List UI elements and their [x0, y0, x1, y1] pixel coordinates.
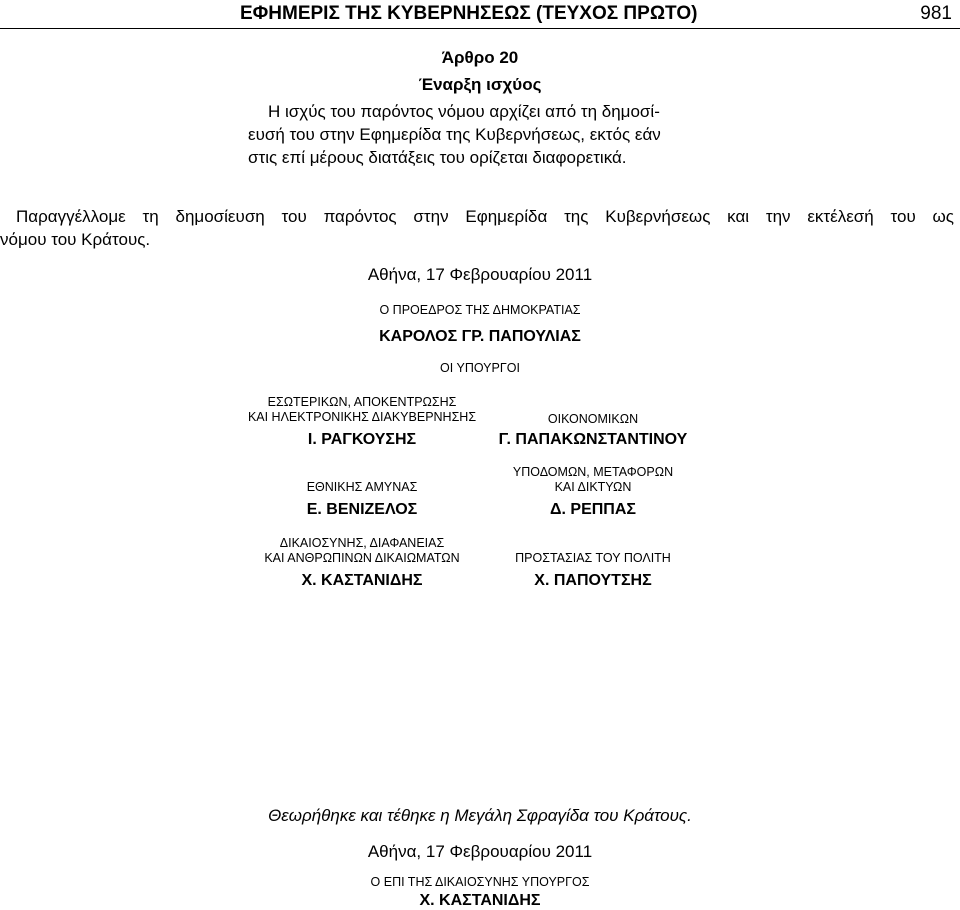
ministry-label: ΚΑΙ ΔΙΚΤΥΩΝ: [554, 480, 632, 494]
article-body-line: στις επί μέρους διατάξεις του ορίζεται διαφορετικά.: [248, 148, 627, 167]
ministry-label: ΕΣΩΤΕΡΙΚΩΝ, ΑΠΟΚΕΝΤΡΩΣΗΣ: [267, 395, 457, 409]
ministry-label: ΟΙΚΟΝΟΜΙΚΩΝ: [547, 412, 639, 426]
seal-signer-name: Χ. ΚΑΣΤΑΝΙΔΗΣ: [419, 892, 541, 909]
article-number: Άρθρο 20: [441, 48, 519, 67]
minister-name: Γ. ΠΑΠΑΚΩΝΣΤΑΝΤΙΝΟΥ: [498, 431, 688, 448]
ministry-label: ΥΠΟΔΟΜΩΝ, ΜΕΤΑΦΟΡΩΝ: [512, 465, 674, 479]
article-body-line: ευσή του στην Εφημερίδα της Κυβερνήσεως, εκτός εάν: [248, 125, 661, 144]
page-header: [0, 2, 960, 29]
article-title: Έναρξη ισχύος: [418, 75, 542, 94]
minister-name: Δ. ΡΕΠΠΑΣ: [550, 501, 636, 518]
minister-name: Ε. ΒΕΝΙΖΕΛΟΣ: [306, 501, 418, 518]
gazette-title: ΕΦΗΜΕΡΙΣ ΤΗΣ ΚΥΒΕΡΝΗΣΕΩΣ (ΤΕΥΧΟΣ ΠΡΩΤΟ): [240, 3, 698, 24]
promulgation-order-line: νόμου του Κράτους.: [0, 230, 151, 249]
president-name: ΚΑΡΟΛΟΣ ΓΡ. ΠΑΠΟΥΛΙΑΣ: [379, 328, 581, 345]
seal-place-date: Αθήνα, 17 Φεβρουαρίου 2011: [367, 842, 593, 861]
promulgation-order-line: Παραγγέλλομε τη δημοσίευση του παρόντος στην Εφημερίδα της Κυβερνήσεως και την εκτέλεσή του ως: [16, 207, 954, 226]
place-date: Αθήνα, 17 Φεβρουαρίου 2011: [367, 265, 593, 284]
minister-name: Ι. ΡΑΓΚΟΥΣΗΣ: [307, 431, 417, 448]
article-body-line: Η ισχύς του παρόντος νόμου αρχίζει από τη δημοσί-: [268, 102, 660, 121]
ministry-label: ΠΡΟΣΤΑΣΙΑΣ ΤΟΥ ΠΟΛΙΤΗ: [515, 551, 671, 565]
seal-signer-title: Ο ΕΠΙ ΤΗΣ ΔΙΚΑΙΟΣΥΝΗΣ ΥΠΟΥΡΓΟΣ: [370, 875, 590, 889]
president-title: Ο ΠΡΟΕΔΡΟΣ ΤΗΣ ΔΗΜΟΚΡΑΤΙΑΣ: [379, 303, 581, 317]
ministry-label: ΚΑΙ ΗΛΕΚΤΡΟΝΙΚΗΣ ΔΙΑΚΥΒΕΡΝΗΣΗΣ: [247, 410, 477, 424]
seal-statement: Θεωρήθηκε και τέθηκε η Μεγάλη Σφραγίδα του Κράτους.: [268, 806, 692, 825]
ministry-label: ΚΑΙ ΑΝΘΡΩΠΙΝΩΝ ΔΙΚΑΙΩΜΑΤΩΝ: [264, 551, 460, 565]
ministry-label: ΔΙΚΑΙΟΣΥΝΗΣ, ΔΙΑΦΑΝΕΙΑΣ: [279, 536, 445, 550]
ministry-label: ΕΘΝΙΚΗΣ ΑΜΥΝΑΣ: [306, 480, 418, 494]
minister-name: Χ. ΚΑΣΤΑΝΙΔΗΣ: [301, 572, 423, 589]
ministers-heading: ΟΙ ΥΠΟΥΡΓΟΙ: [440, 361, 520, 375]
page-number: 981: [920, 3, 952, 24]
minister-name: Χ. ΠΑΠΟΥΤΣΗΣ: [534, 572, 652, 589]
